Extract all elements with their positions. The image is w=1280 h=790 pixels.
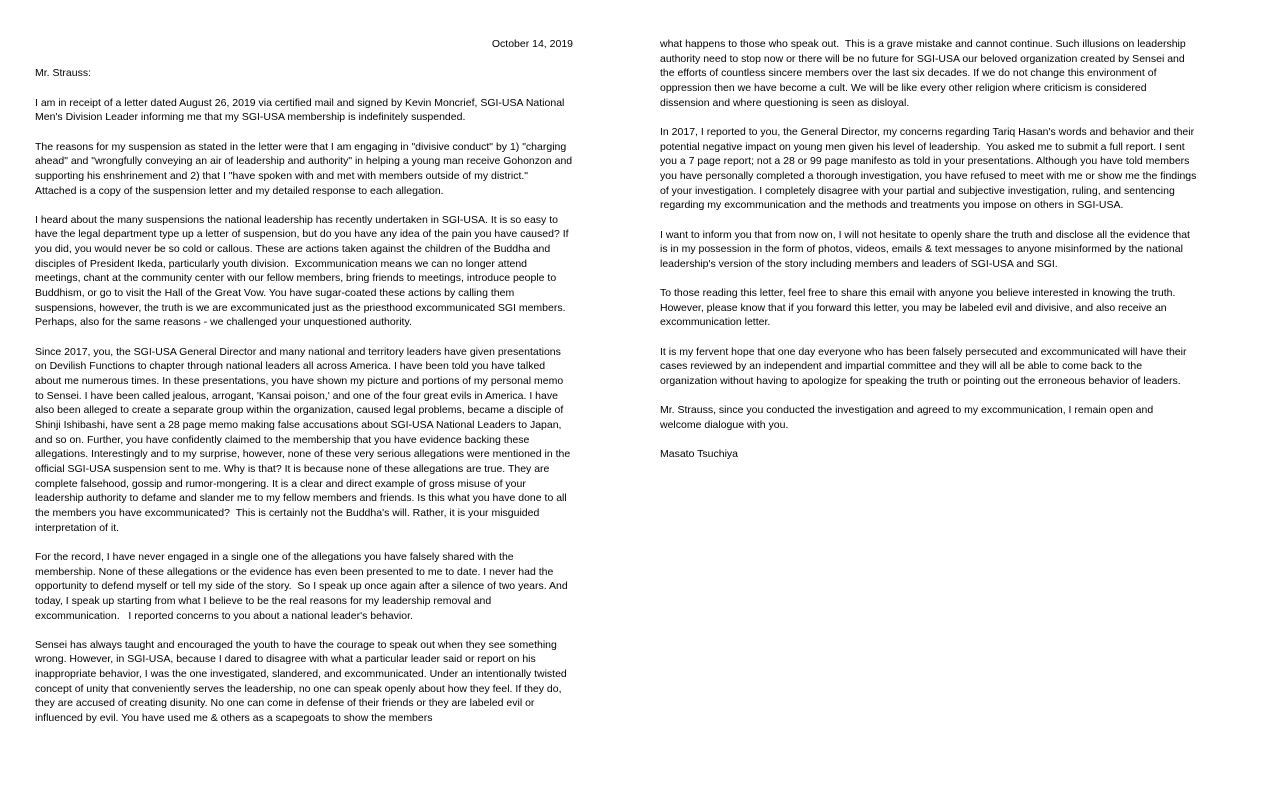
letter-left-column [35,37,576,740]
letter-signature: Masato Tsuchiya [660,448,739,461]
letter-paragraph-grave-mistake: what happens to those who speak out. This is a grave mistake and cannot continue. Such illusions on leadership authority need to stop now or there will be no future for SGI-USA our beloved organization created by Sensei and the efforts of countless sincere members over the last six decades. If we do not change this environment of oppression then we have become a cult. We will be like every other religion where criticism is considered dissension and where questioning is seen as disloyal. [660,38,1189,109]
letter-paragraph-suspension-reasons: The reasons for my suspension as stated in the letter were that I am engaging in "divisive conduct" by 1) "charging ahead" and "wrongfully conveying an air of leadership and authority" in helping a young man receive Gohonzon and supporting his enshrinement and 2) that I "have spoken with and met with members outside of my district." Attached is a copy of the suspension letter and my detailed response to each allegation. [35,140,576,197]
letter-paragraph-for-the-record: For the record, I have never engaged in a single one of the allegations you have falsely shared with the membership. None of these allegations or the evidence has even been presented to me to date. I never had the opportunity to defend myself or tell my side of the story. So I speak up once again after a silence of two years. And today, I speak up starting from what I believe to be the real reasons for my leadership removal and excommunication. I reported concerns to you about a national leader's behavior. [35,550,571,622]
letter-paragraph-2017-report: In 2017, I reported to you, the General Director, my concerns regarding Tariq Hasan's words and behavior and their potential negative impact on young men given his level of leadership. You asked me to submit a full report. I sent you a 7 page report; not a 28 or 99 page manifesto as told in your presentations. Although you have told members you have personally completed a thorough investigation, you have refused to meet with me or show me the findings of your investigation. I completely disagree with your partial and subjective investigation, ruling, and sentencing regarding my excommunication and the methods and treatments you impose on others in SGI-USA. [660,125,1200,212]
letter-paragraph-sensei-courage: Sensei has always taught and encouraged the youth to have the courage to speak out when they see something wrong. However, in SGI-USA, because I dared to disagree with what a particular leader said or report on his inappropriate behavior, I was the one investigated, slandered, and excommunicated. Under an intentionally twisted concept of unity that conveniently serves the leadership, no one can speak openly about how they feel. If they do, they are accused of creating disunity. No one can come in defense of their friends or they are labeled evil or influenced by evil. You have used me & others as a scapegoats to show the members [35,638,570,725]
letter-salutation: Mr. Strauss: [35,67,92,80]
letter-paragraph-closing: Mr. Strauss, since you conducted the investigation and agreed to my excommunication, I remain open and welcome dialogue with you. [660,404,1157,431]
letter-paragraph-fervent-hope: It is my fervent hope that one day everyone who has been falsely persecuted and excommunicated will have their cases reviewed by an independent and impartial committee and they will all be able to come back to the organization without having to apologize for speaking the truth or pointing out the erroneous behavior of leaders. [660,345,1190,388]
letter-paragraph-share-truth: I want to inform you that from now on, I will not hesitate to openly share the truth and disclose all the evidence that is in my possession in the form of photos, videos, emails & text messages to anyone misinformed by the national leadership's version of the story including members and leaders of SGI-USA and SGI. [660,228,1193,270]
letter-paragraph-presentations-allegations: Since 2017, you, the SGI-USA General Director and many national and territory leaders have given presentations on Devilish Functions to chapter through national leaders all across America. I have been told you have talked about me numerous times. In these presentations, you have shown my picture and portions of my personal memo to Sensei. I have been called jealous, arrogant, 'Kansai poison,' and one of the four great evils in America. I have also been alleged to create a separate group within the organization, caused legal problems, became a disciple of Shinji Ishibashi, have sent a 28 page memo making false accusations about SGI-USA National Leaders to Japan, and so on. Further, you have confidently claimed to the membership that you have evidence backing these allegations. Interestingly and to my surprise, however, none of these very serious allegations were mentioned in the official SGI-USA suspension sent to me. Why is that? It is because none of these allegations are true. They are complete falsehood, gossip and rumor-mongering. It is a clear and direct example of gross misuse of your leadership authority to defame and slander me to my fellow members and friends. Is this what you have done to all the members you have excommunicated? This is certainly not the Buddha's will. Rather, it is your misguided interpretation of it. [35,345,574,534]
letter-paragraph-receipt: I am in receipt of a letter dated August 26, 2019 via certified mail and signed by Kevin Moncrief, SGI-USA National Men's Division Leader informing me that my SGI-USA membership is indefinitely suspended. [35,96,568,124]
letter-date: October 14, 2019 [491,38,573,50]
letter-right-column [660,37,1200,477]
letter-paragraph-to-readers: To those reading this letter, feel free to share this email with anyone you believe interested in knowing the truth. However, please know that if you forward this letter, you may be labeled evil and divisive, and also receive an excommunication letter. [660,287,1179,329]
letter-paragraph-suspensions-pain: I heard about the many suspensions the national leadership has recently undertaken in SGI-USA. It is so easy to have the legal department type up a letter of suspension, but do you have any idea of the pain you have caused? If you did, you would never be so cold or callous. These are actions taken against the children of the Buddha and disciples of President Ikeda, particularly youth division. Excommunication means we can no longer attend meetings, chant at the community center with our fellow members, bring friends to meetings, introduce people to Buddhism, or go to visit the Hall of the Great Vow. You have sugar-coated these actions by calling them suspensions, however, the truth is we are excommunicated just as the priesthood excommunicated SGI members. Perhaps, also for the same reasons - we challenged your unquestioned authority. [35,213,572,329]
